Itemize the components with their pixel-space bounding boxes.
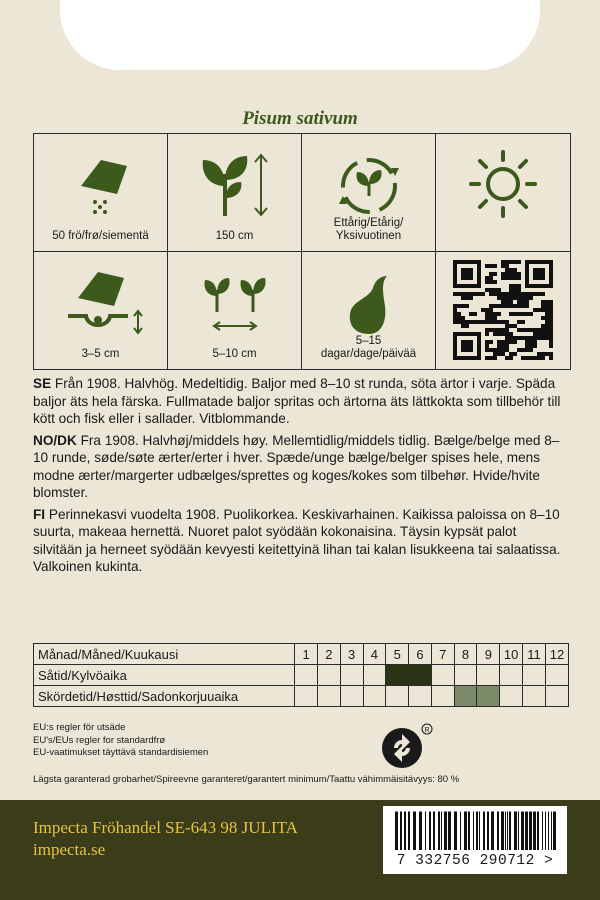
sowing-cell	[500, 665, 523, 686]
cell-qr-code	[436, 252, 570, 370]
species-name: Pisum sativum	[242, 108, 358, 129]
month-1: 1	[295, 644, 318, 665]
harvest-cell	[317, 686, 340, 707]
month-8: 8	[454, 644, 477, 665]
month-7: 7	[431, 644, 454, 665]
description-no-dk: NO/DK Fra 1908. Halvhøj/middels høy. Mellemtidlig/middels tidlig. Bælge/belge med 8–10 runde, søde/søte ærter/erter i hver. Spæde/unge bælge/belger spises hele, mens modne ærter/margerter udbælges/sprettes og koges/kokes som tilbehør. Hvide/hvite blomster.	[33, 432, 560, 500]
month-6: 6	[409, 644, 432, 665]
cell-sun	[436, 134, 570, 252]
germination-guarantee: Lägsta garanterad grobarhet/Spireevne garanteret/garantert minimum/Taattu vähimmäisitävyys: 80 %	[33, 774, 460, 785]
sowing-cell	[295, 665, 318, 686]
company-website-link[interactable]: impecta.se	[33, 840, 106, 859]
svg-text:R: R	[424, 727, 430, 734]
harvest-cell	[409, 686, 432, 707]
month-11: 11	[523, 644, 546, 665]
description-block	[33, 375, 569, 580]
harvest-cell	[454, 686, 477, 707]
qr-code-icon[interactable]	[453, 260, 553, 360]
icon-grid	[33, 133, 571, 370]
harvest-cell	[545, 686, 568, 707]
sun-icon	[463, 146, 543, 224]
cell-sowing-depth	[34, 252, 168, 370]
cell-plant-spacing	[168, 252, 302, 370]
green-dot-recycling-icon	[380, 722, 434, 772]
month-3: 3	[340, 644, 363, 665]
sowing-depth-caption: 3–5 cm	[81, 348, 120, 360]
lifecycle-caption: Ettårig/Etårig/ Yksivuotinen	[333, 216, 404, 242]
calendar-row-sowing	[34, 665, 569, 686]
plant-height-caption: 150 cm	[215, 229, 254, 242]
harvest-cell	[340, 686, 363, 707]
month-2: 2	[317, 644, 340, 665]
month-12: 12	[545, 644, 568, 665]
month-4: 4	[363, 644, 386, 665]
seed-count-caption: 50 frö/frø/siementä	[52, 229, 149, 242]
lifecycle-icon	[329, 146, 409, 224]
sowing-cell	[545, 665, 568, 686]
sowing-cell	[409, 665, 432, 686]
eu-regulations	[33, 722, 208, 760]
harvest-cell	[363, 686, 386, 707]
sowing-calendar	[33, 643, 569, 707]
germination-time-icon	[329, 264, 409, 342]
cell-plant-height	[168, 134, 302, 252]
seed-count-icon	[61, 146, 141, 224]
sowing-cell	[317, 665, 340, 686]
sowing-time-label: Såtid/Kylvöaika	[34, 665, 295, 686]
month-5: 5	[386, 644, 409, 665]
cell-seed-count	[34, 134, 168, 252]
eu-regulation-no-dk: EU's/EUs regler for standardfrø	[33, 734, 166, 746]
calendar-header-row	[34, 644, 569, 665]
plant-spacing-caption: 5–10 cm	[212, 348, 257, 360]
plant-height-icon	[195, 146, 275, 224]
harvest-cell	[500, 686, 523, 707]
sowing-cell	[431, 665, 454, 686]
sowing-cell	[454, 665, 477, 686]
calendar-header-label: Månad/Måned/Kuukausi	[34, 644, 295, 665]
month-10: 10	[500, 644, 523, 665]
hang-hole-cutout	[60, 0, 540, 70]
description-fi: FI Perinnekasvi vuodelta 1908. Puolikorkea. Keskivarhainen. Kaikissa paloissa on 8–10 suurta, makeaa hernettä. Nuoret palot syödään kokonaisina. Täysin kypsät palot silvitään ja herneet syödään kevyesti keitettyinä lihan tai kalan lisukkeena tai salaatissa. Valkoinen kukinta.	[33, 506, 561, 574]
harvest-cell	[295, 686, 318, 707]
sowing-cell	[386, 665, 409, 686]
company-address: Impecta Fröhandel SE-643 98 JULITA	[33, 818, 298, 837]
harvest-cell	[386, 686, 409, 707]
eu-regulation-fi: EU-vaatimukset täyttävä standardisiemen	[33, 747, 209, 758]
harvest-cell	[431, 686, 454, 707]
plant-spacing-icon	[195, 264, 275, 342]
germination-time-caption: 5–15 dagar/dage/päivää	[320, 335, 417, 360]
sowing-cell	[340, 665, 363, 686]
harvest-time-label: Skördetid/Høsttid/Sadonkorjuuaika	[34, 686, 295, 707]
month-9: 9	[477, 644, 500, 665]
sowing-cell	[477, 665, 500, 686]
harvest-cell	[477, 686, 500, 707]
calendar-row-harvest	[34, 686, 569, 707]
eu-regulation-se: EU:s regler för utsäde	[33, 722, 126, 733]
barcode-number: 7 332756 290712 >	[383, 850, 567, 874]
sowing-depth-icon	[56, 264, 146, 342]
sowing-cell	[363, 665, 386, 686]
cell-germination-time	[302, 252, 436, 370]
sowing-cell	[523, 665, 546, 686]
description-se: SE Från 1908. Halvhög. Medeltidig. Baljor med 8–10 st runda, söta ärtor i varje. Späda baljor äts hela färska. Fullmatade baljor spritas och ärtorna äts lättkokta som tillbehör till kött och fisk eller i sallader. Vitblommande.	[33, 376, 561, 426]
cell-lifecycle	[302, 134, 436, 252]
harvest-cell	[523, 686, 546, 707]
